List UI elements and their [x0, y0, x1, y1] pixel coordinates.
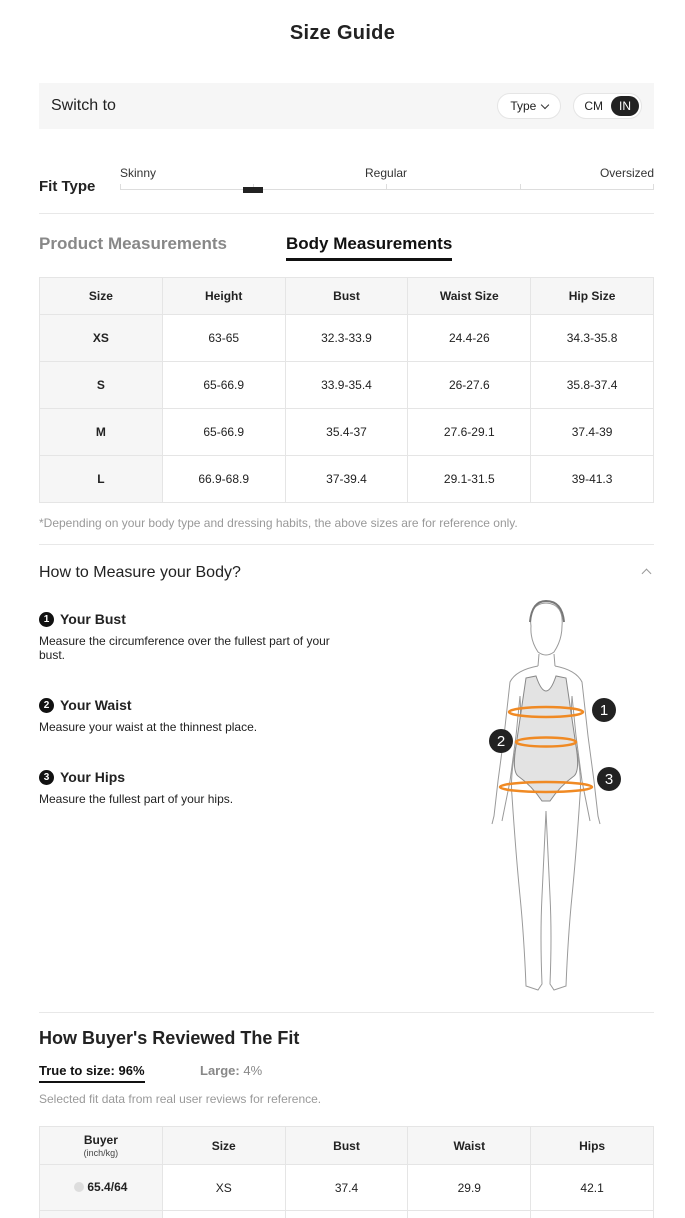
- type-dropdown-label: Type: [510, 99, 537, 113]
- step-title: Your Bust: [60, 611, 126, 627]
- measurement-tabs: [39, 234, 654, 264]
- table-cell: 39-41.3: [531, 456, 654, 503]
- marker-2: [489, 729, 513, 753]
- table-row: [40, 456, 654, 503]
- column-header: Hip Size: [531, 278, 654, 315]
- table-cell: 42.1: [531, 1165, 654, 1211]
- buyer-cell: [40, 1211, 163, 1218]
- marker-3-label: 3: [604, 771, 614, 788]
- table-row: [40, 315, 654, 362]
- unit-toggle[interactable]: [573, 93, 642, 119]
- table-cell: 27.6-29.1: [408, 409, 531, 456]
- unit-switch-bar: [39, 83, 654, 129]
- table-cell: 35.4-37: [285, 409, 408, 456]
- tab-true-to-size[interactable]: [39, 1063, 145, 1083]
- marker-1-label: 1: [599, 702, 609, 719]
- measure-step-hips: [39, 769, 349, 806]
- review-table: [39, 1126, 654, 1218]
- body-figure-illustration: [476, 596, 626, 1002]
- table-cell: 32.3-33.9: [285, 315, 408, 362]
- tab-large[interactable]: [200, 1063, 262, 1081]
- step-description: Measure the circumference over the fullest part of your bust.: [39, 634, 330, 662]
- column-header: Size: [40, 278, 163, 315]
- measure-step-bust: [39, 611, 349, 662]
- tab-product-measurements[interactable]: Product Measurements: [39, 234, 227, 253]
- table-row: [40, 362, 654, 409]
- fit-type-scale: [39, 160, 654, 214]
- column-header: Height: [162, 278, 285, 315]
- step-number: 3: [39, 770, 54, 785]
- size-table: [39, 277, 654, 503]
- size-cell: S: [40, 362, 163, 409]
- table-cell: 26-27.6: [408, 362, 531, 409]
- table-cell: [162, 1211, 285, 1218]
- fit-tick: [653, 184, 654, 190]
- how-to-measure-heading[interactable]: How to Measure your Body?: [39, 564, 241, 581]
- step-number: 2: [39, 698, 54, 713]
- table-cell: 34.3-35.8: [531, 315, 654, 362]
- column-header: Waist: [408, 1127, 531, 1165]
- step-title: Your Hips: [60, 769, 126, 785]
- table-cell: [531, 1211, 654, 1218]
- table-cell: 37-39.4: [285, 456, 408, 503]
- table-cell: XS: [162, 1165, 285, 1211]
- step-number: 1: [39, 612, 54, 627]
- fit-track: [120, 189, 654, 190]
- table-cell: 63-65: [162, 315, 285, 362]
- reviews-title: How Buyer's Reviewed The Fit: [39, 1028, 300, 1048]
- unit-in-option[interactable]: IN: [611, 96, 639, 116]
- column-header: Bust: [285, 1127, 408, 1165]
- table-cell: 65-66.9: [162, 362, 285, 409]
- reference-note: *Depending on your body type and dressing habits, the above sizes are for reference only.: [39, 516, 518, 530]
- reviews-note: Selected fit data from real user reviews for reference.: [39, 1092, 322, 1106]
- page-title: Size Guide: [289, 22, 396, 44]
- marker-1: [592, 698, 616, 722]
- table-cell: 66.9-68.9: [162, 456, 285, 503]
- size-cell: L: [40, 456, 163, 503]
- table-cell: 29.1-31.5: [408, 456, 531, 503]
- table-cell: [285, 1211, 408, 1218]
- table-cell: [408, 1211, 531, 1218]
- buyer-cell: [40, 1165, 163, 1211]
- fit-marker: [243, 187, 263, 193]
- table-row: [40, 409, 654, 456]
- divider: [39, 544, 654, 545]
- table-cell: 33.9-35.4: [285, 362, 408, 409]
- step-description: Measure your waist at the thinnest place.: [39, 720, 258, 734]
- step-description: Measure the fullest part of your hips.: [39, 792, 234, 806]
- table-cell: 37.4-39: [531, 409, 654, 456]
- table-cell: 24.4-26: [408, 315, 531, 362]
- buyer-header: Buyer: [83, 1133, 118, 1147]
- fit-oversized-label: Oversized: [599, 166, 654, 180]
- table-row: [40, 1165, 654, 1211]
- tab-label: True to size:: [39, 1063, 115, 1078]
- switch-to-label: Switch to: [51, 97, 116, 114]
- unit-cm-option[interactable]: CM: [584, 99, 603, 113]
- buyer-value: 65.4/64: [87, 1180, 128, 1194]
- marker-3: [597, 767, 621, 791]
- chevron-down-icon: [541, 100, 549, 108]
- size-cell: M: [40, 409, 163, 456]
- divider: [39, 213, 654, 214]
- size-cell: XS: [40, 315, 163, 362]
- table-cell: 65-66.9: [162, 409, 285, 456]
- fit-skinny-label: Skinny: [120, 166, 157, 180]
- buyer-units: (inch/kg): [83, 1148, 119, 1158]
- table-row: [40, 1211, 654, 1218]
- table-cell: 29.9: [408, 1165, 531, 1211]
- fit-type-label: Fit Type: [39, 178, 96, 195]
- fit-regular-label: Regular: [365, 166, 408, 180]
- measure-step-waist: [39, 697, 349, 734]
- chevron-up-icon[interactable]: [642, 569, 652, 579]
- divider: [39, 1012, 654, 1013]
- column-header: Hips: [531, 1127, 654, 1165]
- column-header: Waist Size: [408, 278, 531, 315]
- table-cell: 37.4: [285, 1165, 408, 1211]
- tab-label: Large:: [200, 1063, 240, 1078]
- fit-tick: [520, 184, 521, 190]
- marker-2-label: 2: [496, 733, 506, 750]
- avatar-icon: [74, 1182, 84, 1192]
- tab-percent: 96%: [118, 1063, 145, 1078]
- column-header: [40, 1127, 163, 1165]
- column-header: Bust: [285, 278, 408, 315]
- column-header: Size: [162, 1127, 285, 1165]
- tab-percent: 4%: [243, 1063, 263, 1078]
- tab-body-measurements[interactable]: Body Measurements: [286, 234, 452, 261]
- fit-tick: [386, 184, 387, 190]
- fit-tick: [120, 184, 121, 190]
- step-title: Your Waist: [60, 697, 132, 713]
- table-cell: 35.8-37.4: [531, 362, 654, 409]
- type-dropdown[interactable]: [497, 93, 561, 119]
